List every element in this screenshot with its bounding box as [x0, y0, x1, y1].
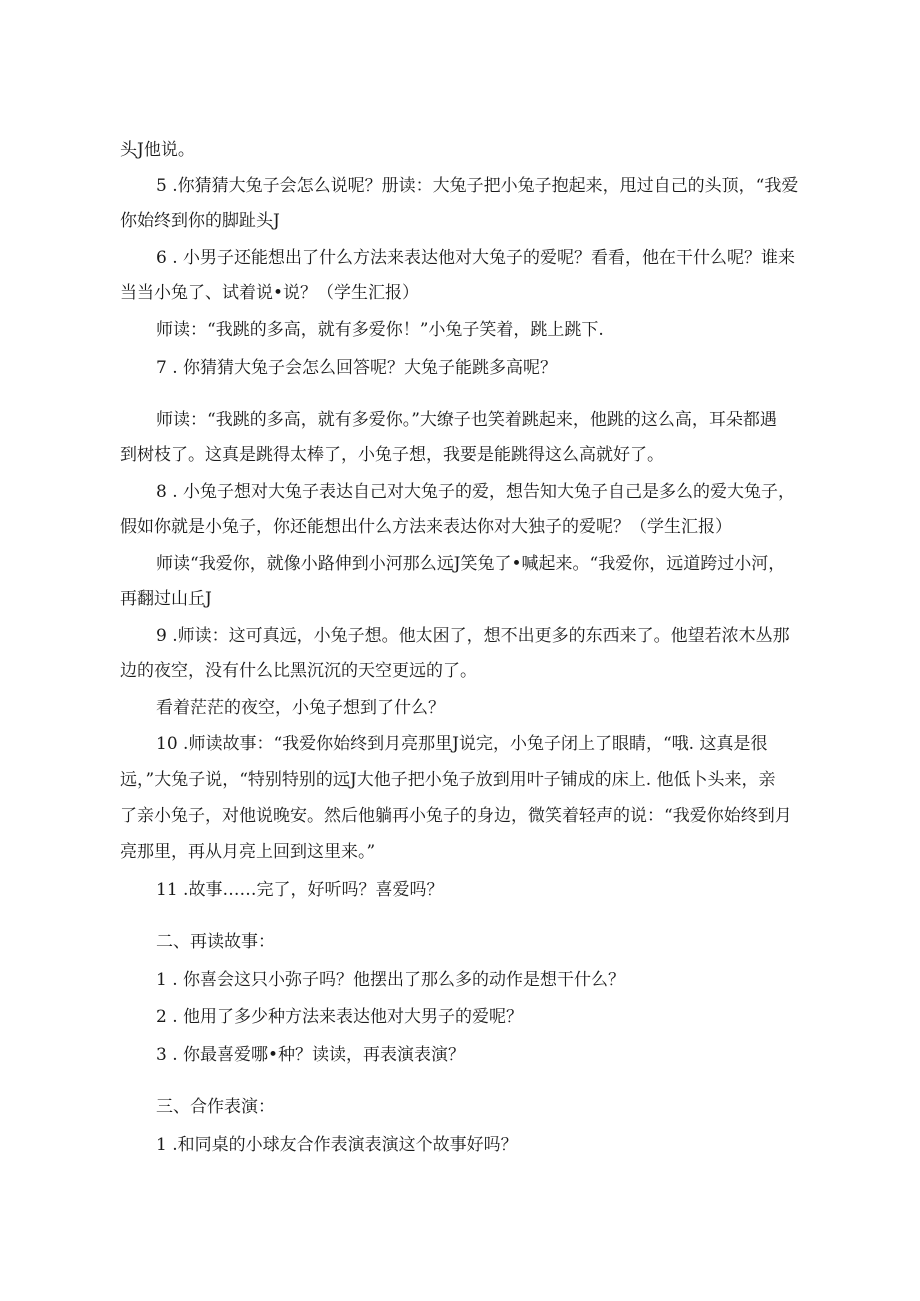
text-line: 你始终到你的脚趾头J [120, 211, 280, 231]
list-item: 8 . 小兔子想对大兔子表达自己对大兔子的爱，想告知大兔子自己是多么的爱大兔子， [156, 482, 796, 502]
text-line: 师读：“我跳的多高，就有多爱你。”大缭子也笑着跳起来，他跳的这么高，耳朵都遇 [156, 410, 777, 430]
list-item: 7 . 你猜猜大兔子会怎么回答呢？大兔子能跳多高呢？ [156, 358, 558, 378]
text-line: 远，”大兔子说，“特别特别的远J大他子把小兔子放到用叶子铺成的床上. 他低卜头来，亲 [120, 770, 776, 790]
list-item: 11 .故事……完了，好听吗？喜爱吗？ [156, 880, 444, 900]
list-item: 10 .师读故事：“我爱你始终到月亮那里J说完，小兔子闭上了眼睛，“哦. 这真是很 [156, 734, 768, 754]
text-line: 头J他说。 [120, 140, 195, 160]
list-item: 2 . 他用了多少种方法来表达他对大男子的爱呢？ [156, 1007, 524, 1027]
list-item: 9 .师读：这可真远，小兔子想。他太困了，想不出更多的东西来了。他望若浓木丛那 [156, 626, 790, 646]
text-line: 看着茫茫的夜空，小兔子想到了什么？ [156, 698, 445, 718]
section-heading: 二、再读故事： [156, 932, 275, 952]
text-line: 当当小兔了、试着说•说？（学生汇报） [120, 283, 420, 303]
list-item: 3 . 你最喜爱哪•种？读读，再表演表演？ [156, 1045, 466, 1065]
list-item: 6 . 小男子还能想出了什么方法来表达他对大兔子的爱呢？看看，他在干什么呢？谁来 [156, 248, 796, 268]
text-line: 边的夜空，没有什么比黑沉沉的天空更远的了。 [120, 661, 477, 681]
text-line: 了亲小兔子，对他说晚安。然后他躺再小兔子的身边，微笑着轻声的说：“我爱你始终到月 [120, 806, 792, 826]
section-heading: 三、合作表演： [156, 1097, 275, 1117]
list-item: 1 . 你喜会这只小弥子吗？他摆出了那么多的动作是想干什么？ [156, 970, 626, 990]
text-line: 到树枝了。这真是跳得太棒了，小兔子想，我要是能跳得这么高就好了。 [120, 445, 664, 465]
text-line: 师读：“我跳的多高，就有多爱你！”小兔子笑着，跳上跳下. [156, 320, 604, 340]
text-line: 亮那里，再从月亮上回到这里来。” [120, 842, 376, 862]
list-item: 1 .和同桌的小球友合作表演表演这个故事好吗？ [156, 1135, 518, 1155]
text-line: 假如你就是小兔子，你还能想出什么方法来表达你对大独子的爱呢？（学生汇报） [120, 517, 732, 537]
text-line: 师读“我爱你，就像小路伸到小河那么远J笑兔了•喊起来。“我爱你，远道跨过小河， [156, 554, 786, 574]
list-item: 5 .你猜猜大兔子会怎么说呢？册读：大兔子把小兔子抱起来，甩过自己的头顶，“我爱 [156, 176, 799, 196]
text-line: 再翻过山丘J [120, 589, 212, 609]
